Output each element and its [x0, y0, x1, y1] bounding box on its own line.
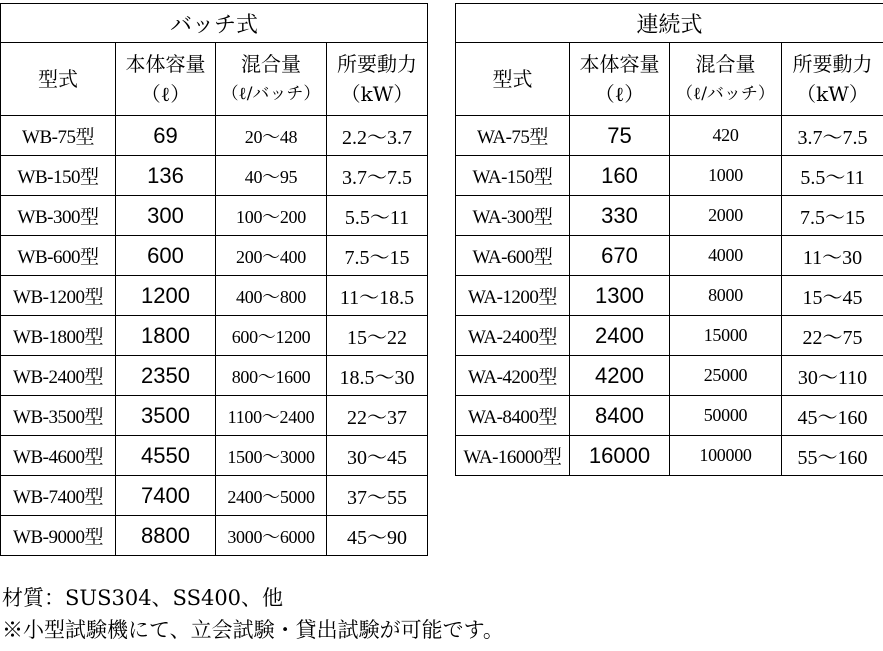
model-cell: WB-75型 [1, 116, 116, 156]
table-row [1, 516, 428, 556]
power-cell: 45〜90 [327, 516, 428, 556]
table-row [1, 276, 428, 316]
mixing-cell: 15000 [670, 316, 782, 356]
capacity-cell: 69 [116, 116, 216, 156]
continuous-header-power [782, 43, 883, 116]
power-cell: 11〜18.5 [327, 276, 428, 316]
power-cell: 7.5〜15 [782, 196, 883, 236]
mixing-cell: 1500〜3000 [216, 436, 327, 476]
capacity-cell: 16000 [570, 436, 670, 476]
mixing-cell: 600〜1200 [216, 316, 327, 356]
table-row [1, 396, 428, 436]
continuous-spec-table [455, 3, 883, 476]
table-row [1, 476, 428, 516]
mixing-cell: 2400〜5000 [216, 476, 327, 516]
model-cell: WA-2400型 [456, 316, 570, 356]
capacity-cell: 1300 [570, 276, 670, 316]
table-row [1, 196, 428, 236]
mixing-cell: 8000 [670, 276, 782, 316]
model-cell: WB-9000型 [1, 516, 116, 556]
table-row [456, 356, 883, 396]
capacity-cell: 300 [116, 196, 216, 236]
capacity-cell: 330 [570, 196, 670, 236]
mixing-cell: 400〜800 [216, 276, 327, 316]
batch-header-mixing [216, 43, 327, 116]
capacity-cell: 670 [570, 236, 670, 276]
batch-header-capacity-label: 本体容量 [125, 52, 206, 76]
table-row [456, 116, 883, 156]
mixing-cell: 40〜95 [216, 156, 327, 196]
power-cell: 5.5〜11 [327, 196, 428, 236]
batch-header-mixing-label: 混合量 [241, 52, 301, 76]
capacity-cell: 4200 [570, 356, 670, 396]
model-cell: WB-3500型 [1, 396, 116, 436]
mixing-cell: 50000 [670, 396, 782, 436]
batch-title-row [1, 4, 428, 43]
capacity-cell: 7400 [116, 476, 216, 516]
table-row [456, 436, 883, 476]
model-cell: WA-75型 [456, 116, 570, 156]
table-row [456, 396, 883, 436]
model-cell: WA-600型 [456, 236, 570, 276]
batch-header-power-label: 所要動力 [337, 52, 417, 76]
continuous-header-mixing [670, 43, 782, 116]
model-cell: WA-150型 [456, 156, 570, 196]
continuous-header-power-label: 所要動力 [792, 52, 873, 76]
continuous-header-row [456, 43, 883, 116]
batch-header-capacity-unit: （ℓ） [140, 82, 191, 106]
power-cell: 2.2〜3.7 [327, 116, 428, 156]
capacity-cell: 3500 [116, 396, 216, 436]
mixing-cell: 3000〜6000 [216, 516, 327, 556]
batch-header-capacity [116, 43, 216, 116]
model-cell: WB-300型 [1, 196, 116, 236]
model-cell: WA-16000型 [456, 436, 570, 476]
continuous-header-power-unit: （kW） [796, 82, 869, 106]
continuous-title-row [456, 4, 883, 43]
batch-header-power [327, 43, 428, 116]
capacity-cell: 1200 [116, 276, 216, 316]
table-row [1, 116, 428, 156]
batch-header-row [1, 43, 428, 116]
batch-header-power-unit: （kW） [340, 82, 414, 106]
capacity-cell: 75 [570, 116, 670, 156]
power-cell: 45〜160 [782, 396, 883, 436]
mixing-cell: 200〜400 [216, 236, 327, 276]
capacity-cell: 8800 [116, 516, 216, 556]
capacity-cell: 136 [116, 156, 216, 196]
capacity-cell: 2350 [116, 356, 216, 396]
table-row [456, 316, 883, 356]
model-cell: WB-1800型 [1, 316, 116, 356]
model-cell: WA-8400型 [456, 396, 570, 436]
power-cell: 15〜45 [782, 276, 883, 316]
model-cell: WB-1200型 [1, 276, 116, 316]
batch-header-mixing-unit: （ℓ/バッチ） [221, 84, 321, 104]
continuous-header-mixing-unit: （ℓ/バッチ） [676, 84, 775, 104]
table-row [456, 276, 883, 316]
mixing-cell: 800〜1600 [216, 356, 327, 396]
capacity-cell: 4550 [116, 436, 216, 476]
model-cell: WB-600型 [1, 236, 116, 276]
batch-table-title: バッチ式 [1, 4, 428, 43]
mixing-cell: 1100〜2400 [216, 396, 327, 436]
power-cell: 7.5〜15 [327, 236, 428, 276]
mixing-cell: 2000 [670, 196, 782, 236]
power-cell: 30〜45 [327, 436, 428, 476]
power-cell: 22〜75 [782, 316, 883, 356]
continuous-header-type: 型式 [456, 43, 570, 116]
power-cell: 5.5〜11 [782, 156, 883, 196]
power-cell: 55〜160 [782, 436, 883, 476]
model-cell: WA-4200型 [456, 356, 570, 396]
capacity-cell: 8400 [570, 396, 670, 436]
model-cell: WB-4600型 [1, 436, 116, 476]
power-cell: 18.5〜30 [327, 356, 428, 396]
table-row [456, 196, 883, 236]
mixing-cell: 25000 [670, 356, 782, 396]
power-cell: 3.7〜7.5 [327, 156, 428, 196]
table-row [456, 236, 883, 276]
mixing-cell: 20〜48 [216, 116, 327, 156]
power-cell: 37〜55 [327, 476, 428, 516]
continuous-header-capacity-unit: （ℓ） [594, 82, 645, 106]
capacity-cell: 600 [116, 236, 216, 276]
continuous-header-capacity [570, 43, 670, 116]
mixing-cell: 4000 [670, 236, 782, 276]
continuous-header-mixing-label: 混合量 [695, 52, 756, 76]
batch-spec-table [0, 3, 428, 556]
table-row [1, 436, 428, 476]
model-cell: WB-7400型 [1, 476, 116, 516]
model-cell: WA-300型 [456, 196, 570, 236]
capacity-cell: 1800 [116, 316, 216, 356]
power-cell: 11〜30 [782, 236, 883, 276]
mixing-cell: 100〜200 [216, 196, 327, 236]
batch-header-type: 型式 [1, 43, 116, 116]
table-row [1, 236, 428, 276]
table-row [1, 156, 428, 196]
power-cell: 22〜37 [327, 396, 428, 436]
table-row [1, 356, 428, 396]
continuous-table-title: 連続式 [456, 4, 883, 43]
test-availability-note: ※小型試験機にて、立会試験・貸出試験が可能です。 [2, 618, 504, 642]
capacity-cell: 160 [570, 156, 670, 196]
model-cell: WB-2400型 [1, 356, 116, 396]
mixing-cell: 420 [670, 116, 782, 156]
model-cell: WB-150型 [1, 156, 116, 196]
mixing-cell: 100000 [670, 436, 782, 476]
power-cell: 3.7〜7.5 [782, 116, 883, 156]
continuous-header-capacity-label: 本体容量 [579, 52, 660, 76]
power-cell: 15〜22 [327, 316, 428, 356]
batch-table-body [1, 4, 428, 556]
table-row [456, 156, 883, 196]
table-row [1, 316, 428, 356]
continuous-table-body [456, 4, 883, 476]
model-cell: WA-1200型 [456, 276, 570, 316]
capacity-cell: 2400 [570, 316, 670, 356]
mixing-cell: 1000 [670, 156, 782, 196]
material-note: 材質：SUS304、SS400、他 [2, 586, 284, 610]
power-cell: 30〜110 [782, 356, 883, 396]
